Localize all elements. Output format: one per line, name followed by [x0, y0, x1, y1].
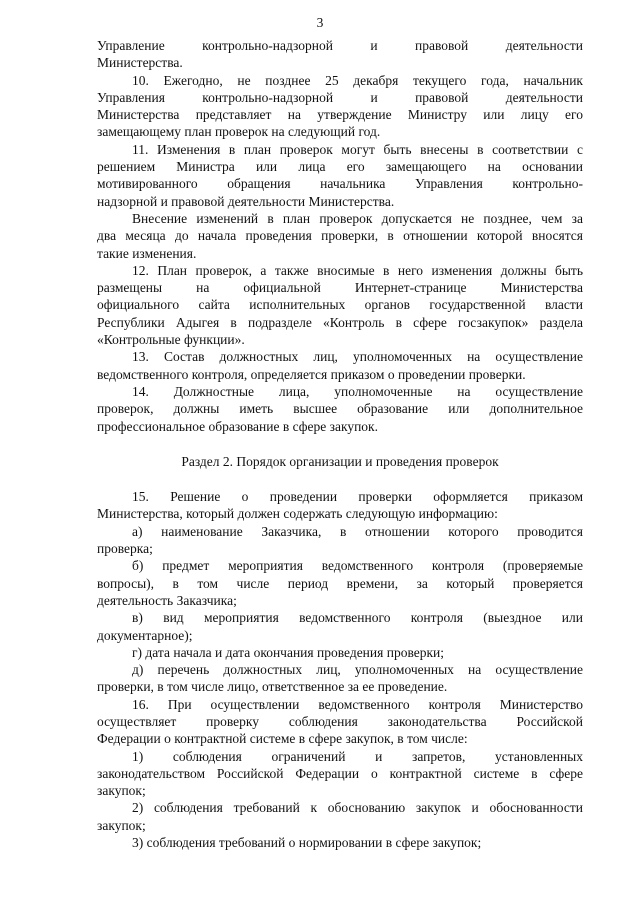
- paragraph: [97, 661, 583, 696]
- text-line: Министерства, который должен содержать следующую информацию:: [97, 506, 498, 522]
- text-line: 16. При осуществлении ведомственного контроля Министерство: [132, 696, 583, 712]
- spacer: [97, 470, 583, 488]
- text-line: в) вид мероприятия ведомственного контроля (выездное или: [132, 610, 583, 626]
- text-line: проверка;: [97, 541, 153, 557]
- text-line: закупок;: [97, 817, 146, 833]
- text-line: 3) соблюдения требований о нормировании в сфере закупок;: [132, 835, 482, 851]
- text-line: надзорной и правовой деятельности Министерства.: [97, 193, 395, 209]
- page-number: 3: [316, 15, 324, 30]
- text-line: профессиональное образование в сфере закупок.: [97, 418, 378, 434]
- paragraph: [97, 348, 583, 383]
- paragraph: [97, 72, 583, 141]
- text-line: 15. Решение о проведении проверки оформляется приказом: [132, 489, 583, 505]
- text-line: решением Министра или лица его замещающего на основании: [97, 159, 583, 175]
- text-line: такие изменения.: [97, 245, 197, 261]
- paragraph: [97, 834, 583, 851]
- text-line: а) наименование Заказчика, в отношении которого проводится: [132, 523, 583, 539]
- text-line: закупок;: [97, 783, 146, 799]
- text-line: Внесение изменений в план проверок допускается не позднее, чем за: [132, 210, 583, 226]
- text-line: два месяца до начала проведения проверки, в отношении которой вносятся: [97, 228, 583, 244]
- text-line: 13. Состав должностных лиц, уполномоченных на осуществление: [132, 349, 583, 365]
- document-body: [97, 37, 583, 851]
- text-line: Республики Адыгея в подразделе «Контроль в сфере госзакупок» раздела: [97, 314, 583, 330]
- text-line: ведомственного контроля, определяется приказом о проведении проверки.: [97, 366, 526, 382]
- paragraphs-after-section: [97, 488, 583, 851]
- text-line: «Контрольные функции».: [97, 332, 245, 348]
- text-line: официального сайта исполнительных органов государственной власти: [97, 297, 583, 313]
- text-line: 11. Изменения в план проверок могут быть внесены в соответствии с: [132, 141, 583, 157]
- text-line: проверок, должны иметь высшее образование или дополнительное: [97, 401, 583, 417]
- paragraph: [97, 644, 583, 661]
- text-line: мотивированного обращения начальника Управления контрольно-: [97, 176, 583, 192]
- text-line: г) дата начала и дата окончания проведения проверки;: [132, 644, 445, 660]
- text-line: размещены на официальной Интернет-странице Министерства: [97, 280, 583, 296]
- text-line: деятельность Заказчика;: [97, 592, 237, 608]
- text-line: документарное);: [97, 627, 193, 643]
- text-line: Министерства.: [97, 55, 183, 71]
- text-line: вопросы), в том числе период времени, за который проверяется: [97, 575, 583, 591]
- paragraphs-before-section: [97, 37, 583, 435]
- paragraph: [97, 262, 583, 348]
- paragraph: [97, 141, 583, 210]
- text-line: Управления контрольно-надзорной и правовой деятельности: [97, 89, 583, 105]
- text-line: Министерства представляет на утверждение Министру или лицу его: [97, 107, 583, 123]
- paragraph: [97, 383, 583, 435]
- paragraph: [97, 609, 583, 644]
- section-heading: Раздел 2. Порядок организации и проведения проверок: [181, 453, 499, 469]
- paragraph: [97, 37, 583, 72]
- text-line: 1) соблюдения ограничений и запретов, установленных: [132, 748, 583, 764]
- paragraph: [97, 696, 583, 748]
- paragraph: [97, 557, 583, 609]
- text-line: законодательством Российской Федерации о контрактной системе в сфере: [97, 765, 583, 781]
- text-line: 2) соблюдения требований к обоснованию закупок и обоснованности: [132, 800, 583, 816]
- text-line: Федерации о контрактной системе в сфере закупок, в том числе:: [97, 731, 468, 747]
- text-line: осуществляет проверку соблюдения законодательства Российской: [97, 713, 583, 729]
- paragraph: [97, 210, 583, 262]
- text-line: б) предмет мероприятия ведомственного контроля (проверяемые: [132, 558, 583, 574]
- paragraph: [97, 748, 583, 800]
- spacer: [97, 435, 583, 453]
- paragraph: [97, 488, 583, 523]
- paragraph: [97, 799, 583, 834]
- paragraph: [97, 523, 583, 558]
- text-line: 14. Должностные лица, уполномоченные на осуществление: [132, 383, 583, 399]
- text-line: проверки, в том числе лицо, ответственное за ее проведение.: [97, 679, 448, 695]
- text-line: д) перечень должностных лиц, уполномоченных на осуществление: [132, 662, 583, 678]
- text-line: замещающему план проверок на следующий год.: [97, 124, 381, 140]
- text-line: 10. Ежегодно, не позднее 25 декабря текущего года, начальник: [132, 72, 583, 88]
- text-line: Управление контрольно-надзорной и правовой деятельности: [97, 38, 583, 53]
- text-line: 12. План проверок, а также вносимые в него изменения должны быть: [132, 262, 583, 278]
